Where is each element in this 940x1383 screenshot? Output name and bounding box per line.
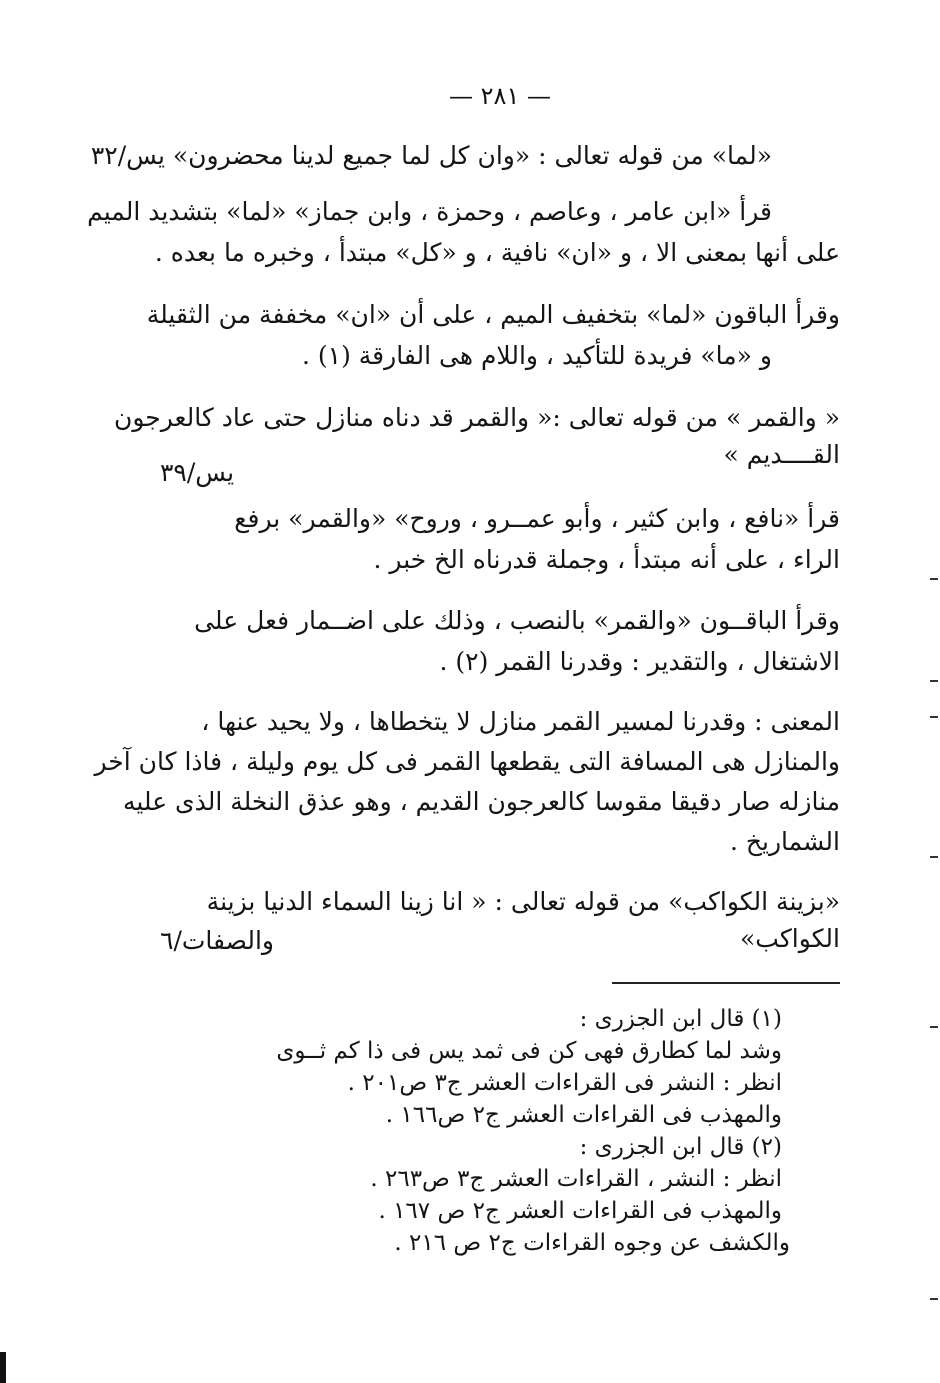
- margin-mark: [930, 1298, 938, 1300]
- footnote-line-5: (٢) قال ابن الجزرى :: [579, 1134, 782, 1160]
- margin-mark: [930, 680, 938, 682]
- entry-8-verse-ref: والصفات/٦: [160, 926, 274, 955]
- entry-4-line-1: « والقمر » من قوله تعالى :« والقمر قد دناه منازل حتى عاد كالعرجون: [114, 403, 840, 432]
- entry-6-line-1: وقرأ الباقــون «والقمر» بالنصب ، وذلك على اضــمار فعل على: [194, 606, 840, 635]
- margin-mark: [930, 856, 938, 858]
- entry-5-line-1: قرأ «نافع ، وابن كثير ، وأبو عمــرو ، وروح» «والقمر» برفع: [234, 504, 840, 533]
- margin-mark: [930, 716, 938, 718]
- margin-mark: [930, 1026, 938, 1028]
- entry-6-line-2: الاشتغال ، والتقدير : وقدرنا القمر (٢) .: [439, 647, 840, 676]
- footnote-line-6: انظر : النشر ، القراءات العشر ج٣ ص٢٦٣ .: [370, 1166, 782, 1192]
- entry-5-line-2: الراء ، على أنه مبتدأ ، وجملة قدرناه الخ خبر .: [373, 545, 840, 574]
- entry-2-line-2: على أنها بمعنى الا ، و «ان» نافية ، و «كل» مبتدأ ، وخبره ما بعده .: [154, 238, 840, 267]
- entry-8-line-1: «بزينة الكواكب» من قوله تعالى : « انا زينا السماء الدنيا بزينة: [206, 887, 840, 916]
- footnote-line-7: والمهذب فى القراءات العشر ج٢ ص ١٦٧ .: [378, 1198, 782, 1224]
- entry-8-line-2: الكواكب»: [740, 924, 840, 953]
- entry-7-line-2: والمنازل هى المسافة التى يقطعها القمر فى كل يوم وليلة ، فاذا كان آخر: [94, 747, 840, 776]
- entry-7-line-1: المعنى : وقدرنا لمسير القمر منازل لا يتخطاها ، ولا يحيد عنها ،: [201, 707, 840, 736]
- entry-4-verse-ref: يس/٣٩: [160, 458, 235, 487]
- footnote-separator: [612, 982, 840, 984]
- footnote-line-3: انظر : النشر فى القراءات العشر ج٣ ص٢٠١ .: [347, 1070, 782, 1096]
- entry-2-line-1: قرأ «ابن عامر ، وعاصم ، وحمزة ، وابن جماز» «لما» بتشديد الميم: [87, 197, 772, 226]
- margin-mark: [930, 578, 938, 580]
- entry-4-line-2: القــــديم »: [723, 440, 840, 469]
- footnote-line-8: والكشف عن وجوه القراءات ج٢ ص ٢١٦ .: [394, 1230, 790, 1256]
- footnote-line-2: وشد لما كطارق فهى كن فى ثمد يس فى ذا كم ثــوى: [276, 1038, 782, 1064]
- footnote-line-1: (١) قال ابن الجزرى :: [579, 1006, 782, 1032]
- page-number: — ٢٨١ —: [449, 82, 551, 110]
- entry-3-line-2: و «ما» فريدة للتأكيد ، واللام هى الفارقة (١) .: [301, 341, 772, 370]
- scan-edge-mark: [0, 1352, 6, 1383]
- footnote-line-4: والمهذب فى القراءات العشر ج٢ ص١٦٦ .: [385, 1102, 782, 1128]
- entry-7-line-4: الشماريخ .: [730, 827, 840, 856]
- entry-1-line-1: «لما» من قوله تعالى : «وان كل لما جميع لدينا محضرون» يس/٣٢: [90, 141, 772, 170]
- entry-7-line-3: منازله صار دقيقا مقوسا كالعرجون القديم ، وهو عذق النخلة الذى عليه: [122, 787, 840, 816]
- entry-3-line-1: وقرأ الباقون «لما» بتخفيف الميم ، على أن «ان» مخففة من الثقيلة: [146, 300, 840, 329]
